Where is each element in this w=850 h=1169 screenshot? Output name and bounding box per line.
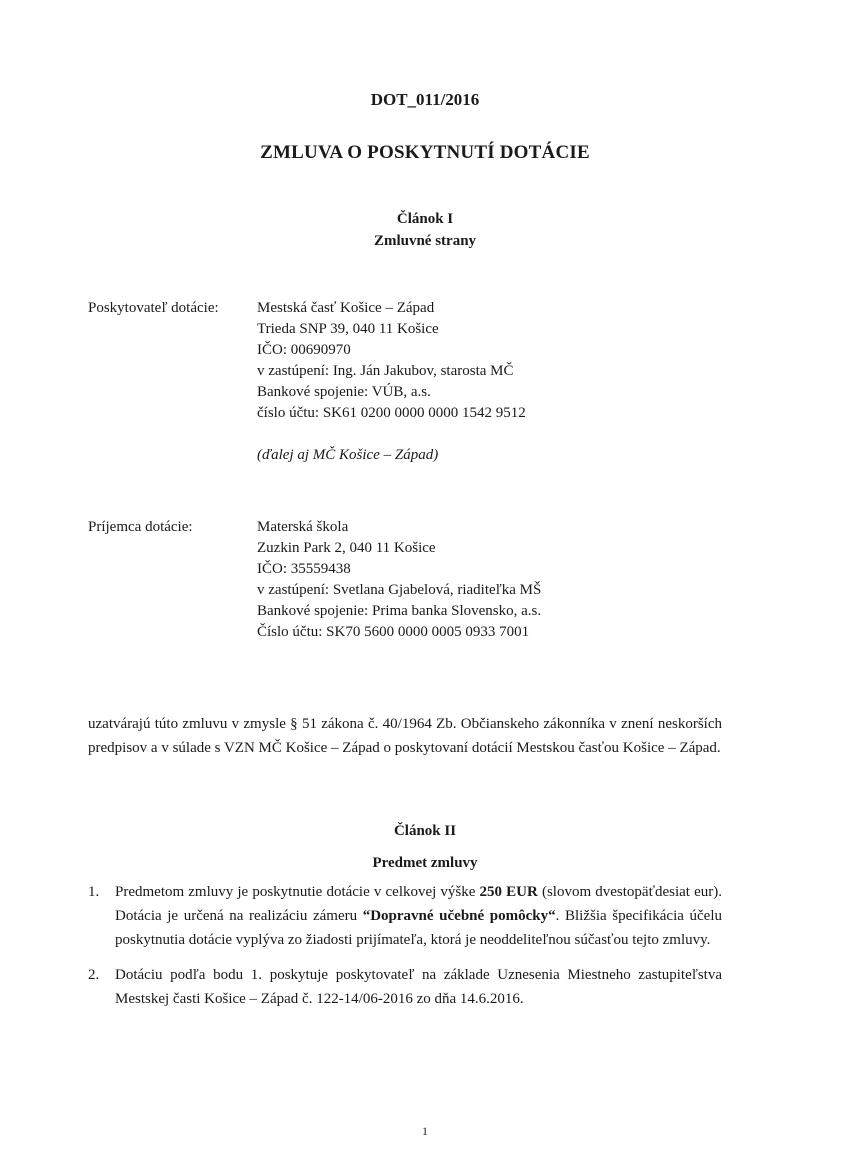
intro-paragraph: uzatvárajú túto zmluvu v zmysle § 51 zákona č. 40/1964 Zb. Občianskeho zákonníka v znení neskorších predpisov a v súlade s VZN MČ Košice – Západ o poskytovaní dotácií Mestskou časťou Košice – Západ. (88, 716, 722, 756)
provider-address: Trieda SNP 39, 040 11 Košice (257, 321, 439, 337)
provider-details (257, 298, 777, 466)
recipient-label: Príjemca dotácie: (88, 519, 193, 535)
document-id: DOT_011/2016 (370, 90, 480, 109)
list-item (88, 880, 722, 952)
provider-alias: (ďalej aj MČ Košice – Západ) (257, 447, 439, 463)
project-name: “Dopravné učebné pomôcky“ (362, 908, 556, 924)
article-1-heading (0, 208, 850, 252)
item-2-text: Dotáciu podľa bodu 1. poskytuje poskytovateľ na základe Uznesenia Miestneho zastupiteľstva Mestskej časti Košice – Západ č. 122-14/06-2016 zo dňa 14.6.2016. (115, 967, 722, 1007)
subsidy-amount: 250 EUR (479, 884, 538, 900)
list-item-number: 1. (88, 884, 100, 900)
article-1-title: Článok I (396, 211, 454, 227)
recipient-representative: v zastúpení: Svetlana Gjabelová, riaditeľka MŠ (257, 582, 542, 598)
recipient-details (257, 517, 777, 643)
recipient-bank: Bankové spojenie: Prima banka Slovensko, a.s. (257, 603, 542, 619)
recipient-ico: IČO: 35559438 (257, 561, 351, 577)
recipient-account: Číslo účtu: SK70 5600 0000 0005 0933 7001 (257, 624, 530, 640)
item-1-text-a: Predmetom zmluvy je poskytnutie dotácie v celkovej výške (115, 884, 480, 900)
provider-name: Mestská časť Košice – Západ (257, 300, 435, 316)
article-2-title: Článok II (393, 823, 457, 839)
page-number: 1 (422, 1124, 428, 1138)
document-title: ZMLUVA O POSKYTNUTÍ DOTÁCIE (260, 142, 590, 163)
provider-bank: Bankové spojenie: VÚB, a.s. (257, 384, 431, 400)
item-1-text-c: . Bližšia špecifikácia účelu poskytnutia dotácie vyplýva zo žiadosti prijímateľa, ktorá je neoddeliteľnou súčasťou tejto zmluvy. (115, 908, 722, 948)
provider-account: číslo účtu: SK61 0200 0000 0000 1542 9512 (257, 405, 526, 421)
article-2-subtitle: Predmet zmluvy (372, 855, 478, 871)
recipient-address: Zuzkin Park 2, 040 11 Košice (257, 540, 436, 556)
article-2-list (88, 880, 722, 1022)
provider-label: Poskytovateľ dotácie: (88, 300, 219, 316)
provider-representative: v zastúpení: Ing. Ján Jakubov, starosta MČ (257, 363, 514, 379)
list-item (88, 963, 722, 1011)
list-item-number: 2. (88, 967, 100, 983)
provider-ico: IČO: 00690970 (257, 342, 351, 358)
article-1-subtitle: Zmluvné strany (373, 233, 477, 249)
recipient-name: Materská škola (257, 519, 349, 535)
item-1-text-b: (slovom dvestopäťdesiat eur). Dotácia je určená na realizáciu zámeru (115, 884, 722, 924)
